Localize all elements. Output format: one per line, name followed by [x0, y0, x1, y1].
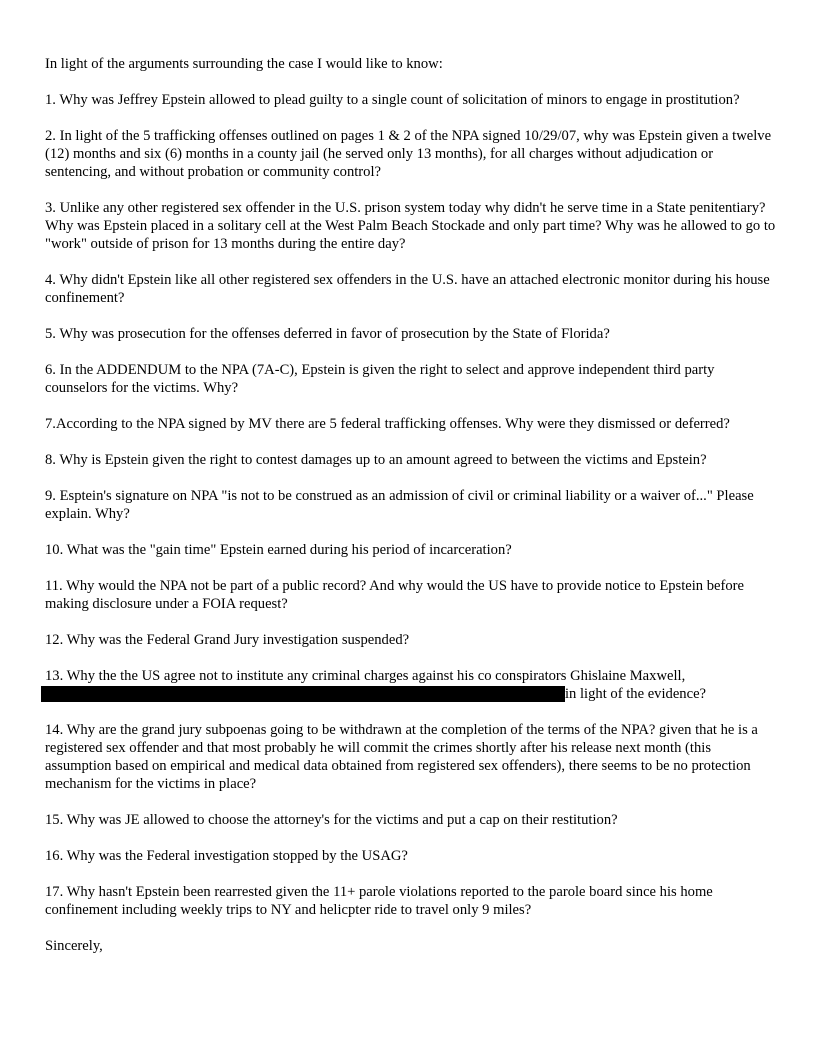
question-4: 4. Why didn't Epstein like all other registered sex offenders in the U.S. have an attached electronic monitor during his house confinement?: [45, 272, 770, 306]
question-5: 5. Why was prosecution for the offenses deferred in favor of prosecution by the State of Florida?: [45, 326, 610, 342]
question-17: 17. Why hasn't Epstein been rearrested given the 11+ parole violations reported to the parole board since his home confinement including weekly trips to NY and helicpter ride to travel only 9 miles?: [45, 884, 713, 918]
redaction-bar: [41, 686, 565, 702]
question-2: 2. In light of the 5 trafficking offenses outlined on pages 1 & 2 of the NPA signed 10/29/07, why was Epstein given a twelve (12) months and six (6) months in a county jail (he served only 13 months), for all charges without adjudication or sentencing, and without probation or community control?: [45, 128, 772, 180]
question-11: 11. Why would the NPA not be part of a public record? And why would the US have to provide notice to Epstein before making disclosure under a FOIA request?: [45, 578, 745, 612]
question-9: 9. Esptein's signature on NPA "is not to be construed as an admission of civil or criminal liability or a waiver of..." Please explain. Why?: [45, 488, 754, 522]
question-6: 6. In the ADDENDUM to the NPA (7A-C), Epstein is given the right to select and approve independent third party counselors for the victims. Why?: [45, 362, 715, 396]
question-14: 14. Why are the grand jury subpoenas going to be withdrawn at the completion of the terms of the NPA? given that he is a registered sex offender and that most probably he will commit the crimes shortly after his release next month (this assumption based on empirical and medical data obtained from registered sex offenders), there seems to be no protection mechanism for the victims in place?: [45, 722, 758, 792]
question-16: 16. Why was the Federal investigation stopped by the USAG?: [45, 848, 408, 864]
question-13-tail: in light of the evidence?: [565, 686, 707, 702]
question-15: 15. Why was JE allowed to choose the attorney's for the victims and put a cap on their restitution?: [45, 812, 618, 828]
question-13-line1: 13. Why the the US agree not to institute any criminal charges against his co conspirators Ghislaine Maxwell,: [45, 668, 686, 684]
question-13: [45, 667, 780, 703]
question-10: 10. What was the "gain time" Epstein earned during his period of incarceration?: [45, 542, 512, 558]
document-page: [45, 55, 780, 955]
question-13-line2: [45, 685, 780, 703]
question-1: 1. Why was Jeffrey Epstein allowed to plead guilty to a single count of solicitation of minors to engage in prostitution?: [45, 92, 740, 108]
intro-line: In light of the arguments surrounding the case I would like to know:: [45, 56, 443, 72]
question-7: 7.According to the NPA signed by MV there are 5 federal trafficking offenses. Why were they dismissed or deferred?: [45, 416, 730, 432]
closing-line: Sincerely,: [45, 938, 103, 954]
question-12: 12. Why was the Federal Grand Jury investigation suspended?: [45, 632, 410, 648]
question-3: 3. Unlike any other registered sex offender in the U.S. prison system today why didn't he serve time in a State penitentiary? Why was Epstein placed in a solitary cell at the West Palm Beach Stockade and only part time? Why was he allowed to go to "work" outside of prison for 13 months during the entire day?: [45, 200, 776, 252]
question-8: 8. Why is Epstein given the right to contest damages up to an amount agreed to between the victims and Epstein?: [45, 452, 707, 468]
